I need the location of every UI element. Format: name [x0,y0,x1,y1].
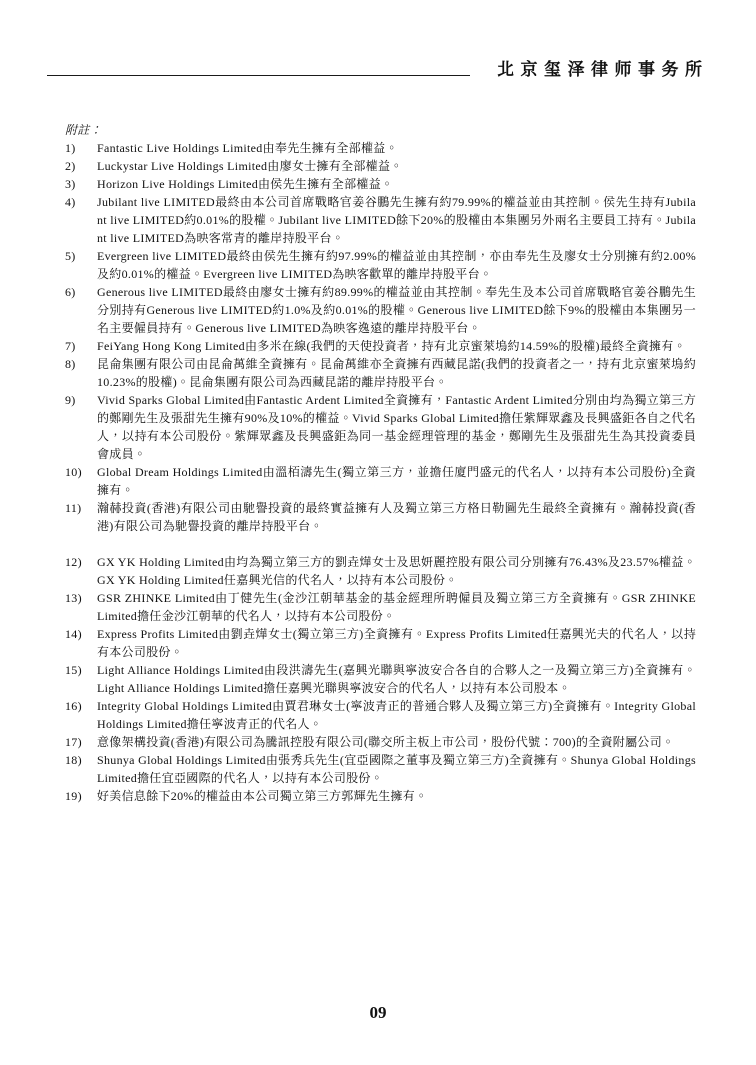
note-number: 19) [65,789,82,803]
note-number: 3) [65,177,76,191]
note-item [65,391,696,463]
page-number: 09 [369,1003,387,1022]
note-text: 昆侖集團有限公司由昆侖萬維全資擁有。昆侖萬維亦全資擁有西藏昆諾(我們的投資者之一，持有北京蜜萊塢約10.23%的股權)。昆侖集團有限公司為西藏昆諾的離岸持股平台。 [97,357,696,389]
note-number: 7) [65,339,76,353]
note-text: Jubilant live LIMITED最終由本公司首席戰略官姜谷鵬先生擁有約79.99%的權益並由其控制。侯先生持有Jubilant live LIMITED約0.01%的股權。Jubilant live LIMITED餘下20%的股權由本集團另外兩名主要員工持有。Jubilant live LIMITED為映客常青的離岸持股平台。 [97,195,696,245]
note-item [65,661,696,697]
note-text: 瀚赫投資(香港)有限公司由馳譽投資的最終實益擁有人及獨立第三方格日勒圖先生最終全資擁有。瀚赫投資(香港)有限公司為馳譽投資的離岸持股平台。 [97,501,696,533]
note-item [65,787,696,805]
note-number: 12) [65,555,82,569]
note-text: Fantastic Live Holdings Limited由奉先生擁有全部權益。 [97,141,398,155]
note-item [65,175,696,193]
note-text: 好美信息餘下20%的權益由本公司獨立第三方郭輝先生擁有。 [97,789,428,803]
note-item [65,193,696,247]
note-item [65,697,696,733]
note-number: 15) [65,663,82,677]
note-number: 17) [65,735,82,749]
note-text: FeiYang Hong Kong Limited由多米在線(我們的天使投資者，持有北京蜜萊塢約14.59%的股權)最終全資擁有。 [97,339,686,353]
note-text: Generous live LIMITED最終由廖女士擁有約89.99%的權益並由其控制。奉先生及本公司首席戰略官姜谷鵬先生分別持有Generous live LIMITED約1.0%及約0.01%的股權。Generous live LIMITED餘下9%的股權由本集團另一名主要僱員持有。Generous live LIMITED為映客逸遠的離岸持股平台。 [97,285,696,335]
note-text: Integrity Global Holdings Limited由賈君琳女士(寧波青正的普通合夥人及獨立第三方)全資擁有。Integrity Global Holdings Limited擔任寧波青正的代名人。 [97,699,696,731]
note-item [65,355,696,391]
note-number: 8) [65,357,76,371]
note-item [65,139,696,157]
note-text: Light Alliance Holdings Limited由段洪濤先生(嘉興光聯與寧波安合各自的合夥人之一及獨立第三方)全資擁有。Light Alliance Holdings Limited擔任嘉興光聯與寧波安合的代名人，以持有本公司股本。 [97,663,696,695]
note-text: Horizon Live Holdings Limited由侯先生擁有全部權益。 [97,177,394,191]
note-item [65,751,696,787]
note-text: Luckystar Live Holdings Limited由廖女士擁有全部權益。 [97,159,403,173]
note-item [65,589,696,625]
note-number: 9) [65,393,76,407]
note-item [65,553,696,589]
note-text: Express Profits Limited由劉垚燁女士(獨立第三方)全資擁有。Express Profits Limited任嘉興光夫的代名人，以持有本公司股份。 [97,627,696,659]
note-text: Vivid Sparks Global Limited由Fantastic Ardent Limited全資擁有，Fantastic Ardent Limited分別由均為獨立第三方的鄭剛先生及張甜先生擁有90%及10%的權益。Vivid Sparks Global Limited擔任紫輝眾鑫及長興盛鉅各自之代名人，以持有本公司股份。紫輝眾鑫及長興盛鉅為同一基金經理管理的基金，鄭剛先生及張甜先生為其投資委員會成員。 [97,393,696,461]
note-number: 11) [65,501,82,515]
note-number: 16) [65,699,82,713]
note-number: 18) [65,753,82,767]
note-item [65,247,696,283]
note-item [65,283,696,337]
note-number: 10) [65,465,82,479]
note-text: Shunya Global Holdings Limited由張秀兵先生(宜亞國際之董事及獨立第三方)全資擁有。Shunya Global Holdings Limited擔任宜亞國際的代名人，以持有本公司股份。 [97,753,696,785]
note-number: 1) [65,141,76,155]
note-number: 6) [65,285,76,299]
law-firm-name: 北京玺泽律师事务所 [497,60,709,80]
note-number: 5) [65,249,76,263]
note-item [65,625,696,661]
note-text: 意像架構投資(香港)有限公司為騰訊控股有限公司(聯交所主板上市公司，股份代號：700)的全資附屬公司。 [97,735,675,749]
note-item [65,499,696,535]
note-number: 14) [65,627,82,641]
note-text: Evergreen live LIMITED最終由侯先生擁有約97.99%的權益並由其控制，亦由奉先生及廖女士分別擁有約2.00%及約0.01%的權益。Evergreen live LIMITED為映客歡單的離岸持股平台。 [97,249,696,281]
note-item [65,463,696,499]
note-text: GSR ZHINKE Limited由丁健先生(金沙江朝華基金的基金經理所聘僱員及獨立第三方全資擁有。GSR ZHINKE Limited擔任金沙江朝華的代名人，以持有本公司股份。 [97,591,696,623]
note-number: 2) [65,159,76,173]
note-item [65,733,696,751]
notes-section [65,121,696,805]
note-item [65,157,696,175]
note-number: 4) [65,195,76,209]
note-item [65,337,696,355]
notes-heading: 附註： [65,123,102,137]
note-text: GX YK Holding Limited由均為獨立第三方的劉垚燁女士及思妍麗控股有限公司分別擁有76.43%及23.57%權益。GX YK Holding Limited任嘉興光信的代名人，以持有本公司股份。 [97,555,696,587]
note-text: Global Dream Holdings Limited由溫栢濤先生(獨立第三方，並擔任廈門盛元的代名人，以持有本公司股份)全資擁有。 [97,465,696,497]
header-rule [47,75,470,76]
note-number: 13) [65,591,82,605]
